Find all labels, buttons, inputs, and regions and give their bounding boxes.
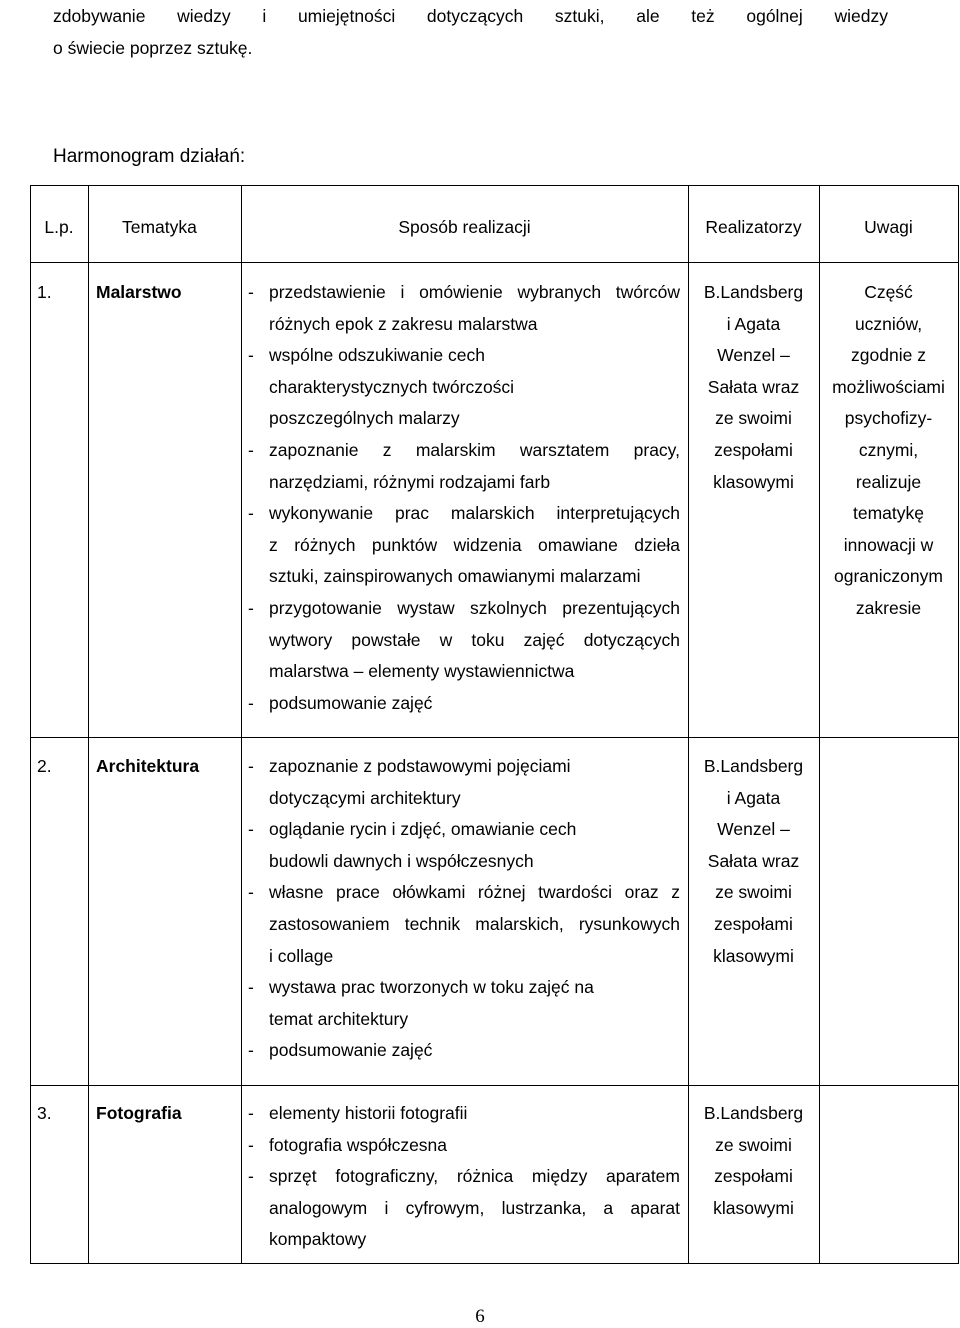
list-item: - zapoznanie z podstawowymi pojęciami dotyczącymi architektury: [248, 756, 571, 808]
list-item: - własne prace ołówkami różnej twardości oraz z zastosowaniem technik malarskich, rysunkowych i collage: [248, 882, 680, 966]
column-border: [958, 185, 959, 1264]
realizator-line: klasowymi: [713, 1197, 794, 1218]
row-realizatorzy: [688, 751, 819, 972]
list-item: - podsumowanie zajęć: [248, 692, 433, 713]
realizator-line: i Agata: [726, 313, 781, 334]
realizator-line: zespołami: [714, 439, 793, 460]
uwagi-line: tematykę: [853, 503, 924, 524]
row-lp: 2.: [37, 756, 52, 776]
row-lp: 1.: [37, 282, 52, 302]
header-uwagi: Uwagi: [864, 217, 913, 237]
realizator-line: Sałata wraz: [707, 376, 800, 397]
list-item: - sprzęt fotograficzny, różnica między aparatem analogowym i cyfrowym, lustrzanka, a aparat kompaktowy: [248, 1166, 680, 1250]
column-border: [241, 185, 242, 1264]
row-realizatorzy: [688, 1098, 819, 1224]
uwagi-line: psychofizy-: [844, 408, 933, 429]
header-lp: L.p.: [44, 217, 74, 237]
uwagi-line: innowacji w: [843, 534, 934, 555]
column-border: [88, 185, 89, 1264]
header-realizatorzy: Realizatorzy: [705, 217, 802, 237]
realizator-line: zespołami: [714, 1166, 793, 1187]
list-item: - zapoznanie z malarskim warsztatem pracy, narzędziami, różnymi rodzajami farb: [248, 439, 680, 492]
realizator-line: klasowymi: [713, 471, 794, 492]
page-number: 6: [475, 1306, 485, 1327]
intro-line: zdobywanie wiedzy i umiejętności dotyczących sztuki, ale też ogólnej wiedzy: [53, 6, 888, 26]
realizator-line: ze swoimi: [715, 408, 792, 429]
row-tematyka: Architektura: [96, 756, 200, 776]
realizator-line: ze swoimi: [715, 882, 792, 903]
list-item: - przygotowanie wystaw szkolnych prezentujących wytwory powstałe w toku zajęć dotyczących malarstwa – elementy wystawiennictwa: [248, 597, 680, 682]
list-item: - wystawa prac tworzonych w toku zajęć na temat architektury: [248, 977, 594, 1029]
header-tematyka: Tematyka: [122, 217, 197, 237]
header-sposob: Sposób realizacji: [398, 217, 531, 237]
list-item: - oglądanie rycin i zdjęć, omawianie cech budowli dawnych i współczesnych: [248, 819, 577, 871]
list-item: - elementy historii fotografii: [248, 1103, 468, 1123]
harmonogram-title: Harmonogram działań:: [53, 146, 246, 167]
row-tematyka: Malarstwo: [96, 282, 182, 302]
realizator-line: ze swoimi: [715, 1134, 792, 1155]
uwagi-line: realizuje: [855, 471, 922, 492]
list-item: - podsumowanie zajęć: [248, 1040, 433, 1061]
realizator-line: B.Landsberg: [703, 1103, 804, 1123]
row-realizatorzy: [688, 277, 819, 498]
row-sposob: [248, 1098, 680, 1256]
intro-paragraph: [53, 0, 888, 64]
list-item: - przedstawienie i omówienie wybranych twórców różnych epok z zakresu malarstwa: [248, 282, 680, 334]
realizator-line: Sałata wraz: [707, 850, 800, 871]
row-sposob: [248, 277, 680, 719]
uwagi-line: cznymi,: [858, 439, 919, 460]
realizator-line: i Agata: [726, 787, 781, 808]
column-border: [30, 185, 31, 1264]
realizator-line: zespołami: [714, 913, 793, 934]
uwagi-line: uczniów,: [854, 313, 923, 334]
realizator-line: B.Landsberg: [703, 756, 804, 776]
uwagi-line: zgodnie z: [851, 345, 926, 366]
uwagi-line: możliwościami: [832, 376, 945, 397]
realizator-line: Wenzel –: [717, 345, 790, 366]
realizator-line: B.Landsberg: [703, 282, 804, 302]
realizator-line: klasowymi: [713, 945, 794, 966]
list-item: - wykonywanie prac malarskich interpretujących z różnych punktów widzenia omawiane dzieła sztuki, zainspirowanych omawianymi malarzami: [248, 503, 680, 587]
uwagi-line: zakresie: [855, 597, 922, 618]
row-tematyka: Fotografia: [96, 1103, 182, 1123]
intro-line: o świecie poprzez sztukę.: [53, 38, 253, 58]
row-lp: 3.: [37, 1103, 52, 1123]
uwagi-line: Część: [864, 282, 913, 302]
row-sposob: [248, 751, 680, 1067]
uwagi-line: ograniczonym: [834, 566, 943, 587]
realizator-line: Wenzel –: [717, 819, 790, 840]
row-uwagi: [819, 277, 958, 625]
list-item: - wspólne odszukiwanie cech charakterystycznych twórczości poszczególnych malarzy: [248, 345, 515, 429]
list-item: - fotografia współczesna: [248, 1134, 448, 1155]
